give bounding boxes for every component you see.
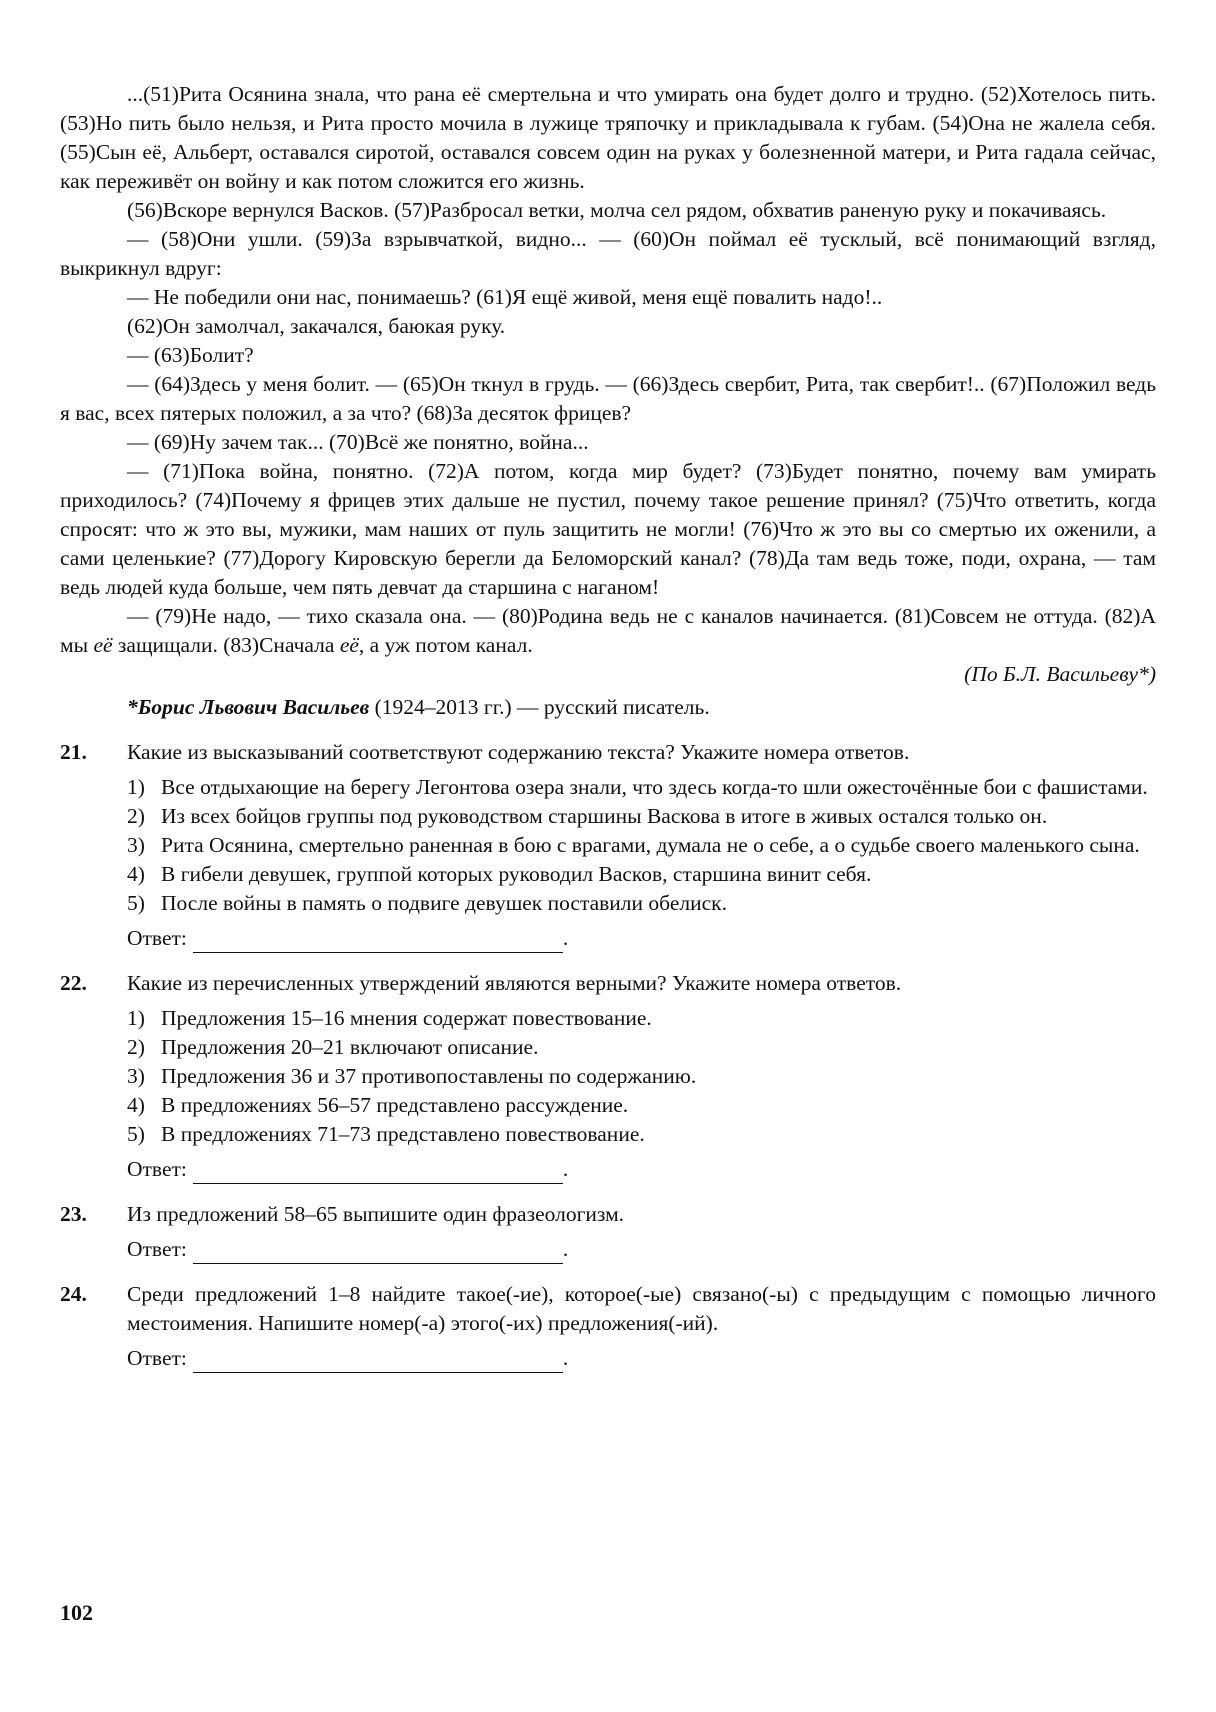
task-body: [127, 1280, 1156, 1373]
answer-option: [127, 802, 1156, 831]
paragraph: — (63)Болит?: [127, 343, 254, 367]
answer-label: Ответ:: [127, 1157, 187, 1181]
answer-label: Ответ:: [127, 1237, 187, 1261]
paragraph-part: — (79)Не надо, — тихо сказала она. — (80)Родина ведь не с каналов начинается. (81)Совсем не оттуда. (82)А мы: [60, 604, 1156, 657]
task-23: [60, 1200, 1156, 1264]
tasks-section: [60, 738, 1156, 1373]
author-attribution: (По Б.Л. Васильеву*): [964, 662, 1156, 686]
answer-field[interactable]: [193, 932, 563, 953]
answer-row: [127, 924, 1156, 953]
answer-option: [127, 831, 1156, 860]
option-number: 1): [127, 1006, 145, 1030]
answer-option: [127, 1091, 1156, 1120]
option-number: 2): [127, 804, 145, 828]
option-text: Предложения 36 и 37 противопоставлены по содержанию.: [161, 1064, 697, 1088]
answer-option: [127, 1033, 1156, 1062]
paragraph-final: [60, 602, 1156, 660]
task-number: 21.: [60, 740, 87, 764]
answer-option: [127, 1062, 1156, 1091]
paragraph: ...(51)Рита Осянина знала, что рана её смертельна и что умирать она будет долго и трудно. (52)Хотелось пить. (53)Но пить было нельзя, и Рита просто мочила в лужице тряпочку и прикладывала к губам. (54)Она не жалела себя. (55)Сын её, Альберт, оставался сиротой, оставался совсем один на руках у болезненной матери, и Рита гадала сейчас, как переживёт он войну и как потом сложится его жизнь.: [60, 82, 1156, 193]
task-body: [127, 738, 1156, 953]
option-text: Предложения 20–21 включают описание.: [161, 1035, 539, 1059]
option-text: В предложениях 56–57 представлено рассуждение.: [161, 1093, 629, 1117]
answer-option: [127, 773, 1156, 802]
task-body: [127, 1200, 1156, 1264]
task-24: [60, 1280, 1156, 1373]
option-number: 3): [127, 1064, 145, 1088]
option-text: После войны в память о подвиге девушек поставили обелиск.: [161, 891, 727, 915]
answer-option: [127, 889, 1156, 918]
task-question: Какие из высказываний соответствуют содержанию текста? Укажите номера ответов.: [127, 740, 910, 764]
task-22: [60, 969, 1156, 1184]
task-body: [127, 969, 1156, 1184]
option-text: В гибели девушек, группой которых руководил Васков, старшина винит себя.: [161, 862, 872, 886]
footnote-text: (1924–2013 гг.) — русский писатель.: [369, 695, 710, 719]
task-question: Какие из перечисленных утверждений являются верными? Укажите номера ответов.: [127, 971, 902, 995]
option-number: 4): [127, 862, 145, 886]
paragraph-part: , а уж потом канал.: [358, 633, 533, 657]
emphasis: её: [339, 633, 359, 657]
option-text: Все отдыхающие на берегу Легонтова озера знали, что здесь когда-то шли ожесточённые бои с фашистами.: [161, 775, 1148, 799]
answer-option: [127, 860, 1156, 889]
paragraph-part: защищали. (83)Сначала: [112, 633, 340, 657]
answer-option: [127, 1004, 1156, 1033]
task-21: [60, 738, 1156, 953]
task-number: 24.: [60, 1282, 87, 1306]
answer-label: Ответ:: [127, 926, 187, 950]
option-text: В предложениях 71–73 представлено повествование.: [161, 1122, 645, 1146]
option-number: 2): [127, 1035, 145, 1059]
answer-period: .: [562, 926, 569, 950]
paragraph: — (58)Они ушли. (59)За взрывчаткой, видно... — (60)Он поймал её тусклый, всё понимающий взгляд, выкрикнул вдруг:: [60, 227, 1156, 280]
option-text: Предложения 15–16 мнения содержат повествование.: [161, 1006, 652, 1030]
answer-field[interactable]: [193, 1352, 563, 1373]
answer-row: [127, 1235, 1156, 1264]
option-number: 4): [127, 1093, 145, 1117]
footnote-author-name: *Борис Львович Васильев: [127, 695, 370, 719]
paragraph: (56)Вскоре вернулся Васков. (57)Разбросал ветки, молча сел рядом, обхватив раненую руку и покачиваясь.: [127, 198, 1107, 222]
answer-field[interactable]: [193, 1163, 563, 1184]
option-number: 3): [127, 833, 145, 857]
emphasis: её: [93, 633, 113, 657]
footnote: [127, 693, 1156, 722]
page-content: [60, 80, 1156, 1373]
paragraph: — (69)Ну зачем так... (70)Всё же понятно, война...: [127, 430, 589, 454]
task-number: 23.: [60, 1202, 87, 1226]
page-number: 102: [60, 1600, 93, 1625]
story-text: [60, 80, 1156, 722]
task-question: Из предложений 58–65 выпишите один фразеологизм.: [127, 1202, 625, 1226]
answer-period: .: [562, 1346, 569, 1370]
option-text: Рита Осянина, смертельно раненная в бою с врагами, думала не о себе, а о судьбе своего маленького сына.: [161, 833, 1140, 857]
task-number: 22.: [60, 971, 87, 995]
answer-field[interactable]: [193, 1243, 563, 1264]
answer-period: .: [562, 1157, 569, 1181]
answer-row: [127, 1155, 1156, 1184]
answer-label: Ответ:: [127, 1346, 187, 1370]
paragraph: — (64)Здесь у меня болит. — (65)Он ткнул в грудь. — (66)Здесь свербит, Рита, так свербит!.. (67)Положил ведь я вас, всех пятерых положил, а за что? (68)За десяток фрицев?: [60, 372, 1156, 425]
answer-option: [127, 1120, 1156, 1149]
option-number: 1): [127, 775, 145, 799]
answer-period: .: [562, 1237, 569, 1261]
paragraph: (62)Он замолчал, закачался, баюкая руку.: [127, 314, 506, 338]
option-number: 5): [127, 891, 145, 915]
answer-options: [127, 1004, 1156, 1149]
option-text: Из всех бойцов группы под руководством старшины Васкова в итоге в живых остался только он.: [161, 804, 1048, 828]
option-number: 5): [127, 1122, 145, 1146]
answer-row: [127, 1344, 1156, 1373]
paragraph: — (71)Пока война, понятно. (72)А потом, когда мир будет? (73)Будет понятно, почему вам умирать приходилось? (74)Почему я фрицев этих дальше не пустил, почему такое решение принял? (75)Что ответить, когда спросят: что ж это вы, мужики, мам наших от пуль защитить не могли! (76)Что ж это вы со смертью их оженили, а сами целенькие? (77)Дорогу Кировскую берегли да Беломорский канал? (78)Да там ведь тоже, поди, охрана, — там ведь людей куда больше, чем пять девчат да старшина с наганом!: [60, 459, 1156, 599]
answer-options: [127, 773, 1156, 918]
task-question: Среди предложений 1–8 найдите такое(-ие), которое(-ые) связано(-ы) с предыдущим с помощью личного местоимения. Напишите номер(-а) этого(-их) предложения(-ий).: [127, 1282, 1156, 1335]
paragraph: — Не победили они нас, понимаешь? (61)Я ещё живой, меня ещё повалить надо!..: [127, 285, 883, 309]
